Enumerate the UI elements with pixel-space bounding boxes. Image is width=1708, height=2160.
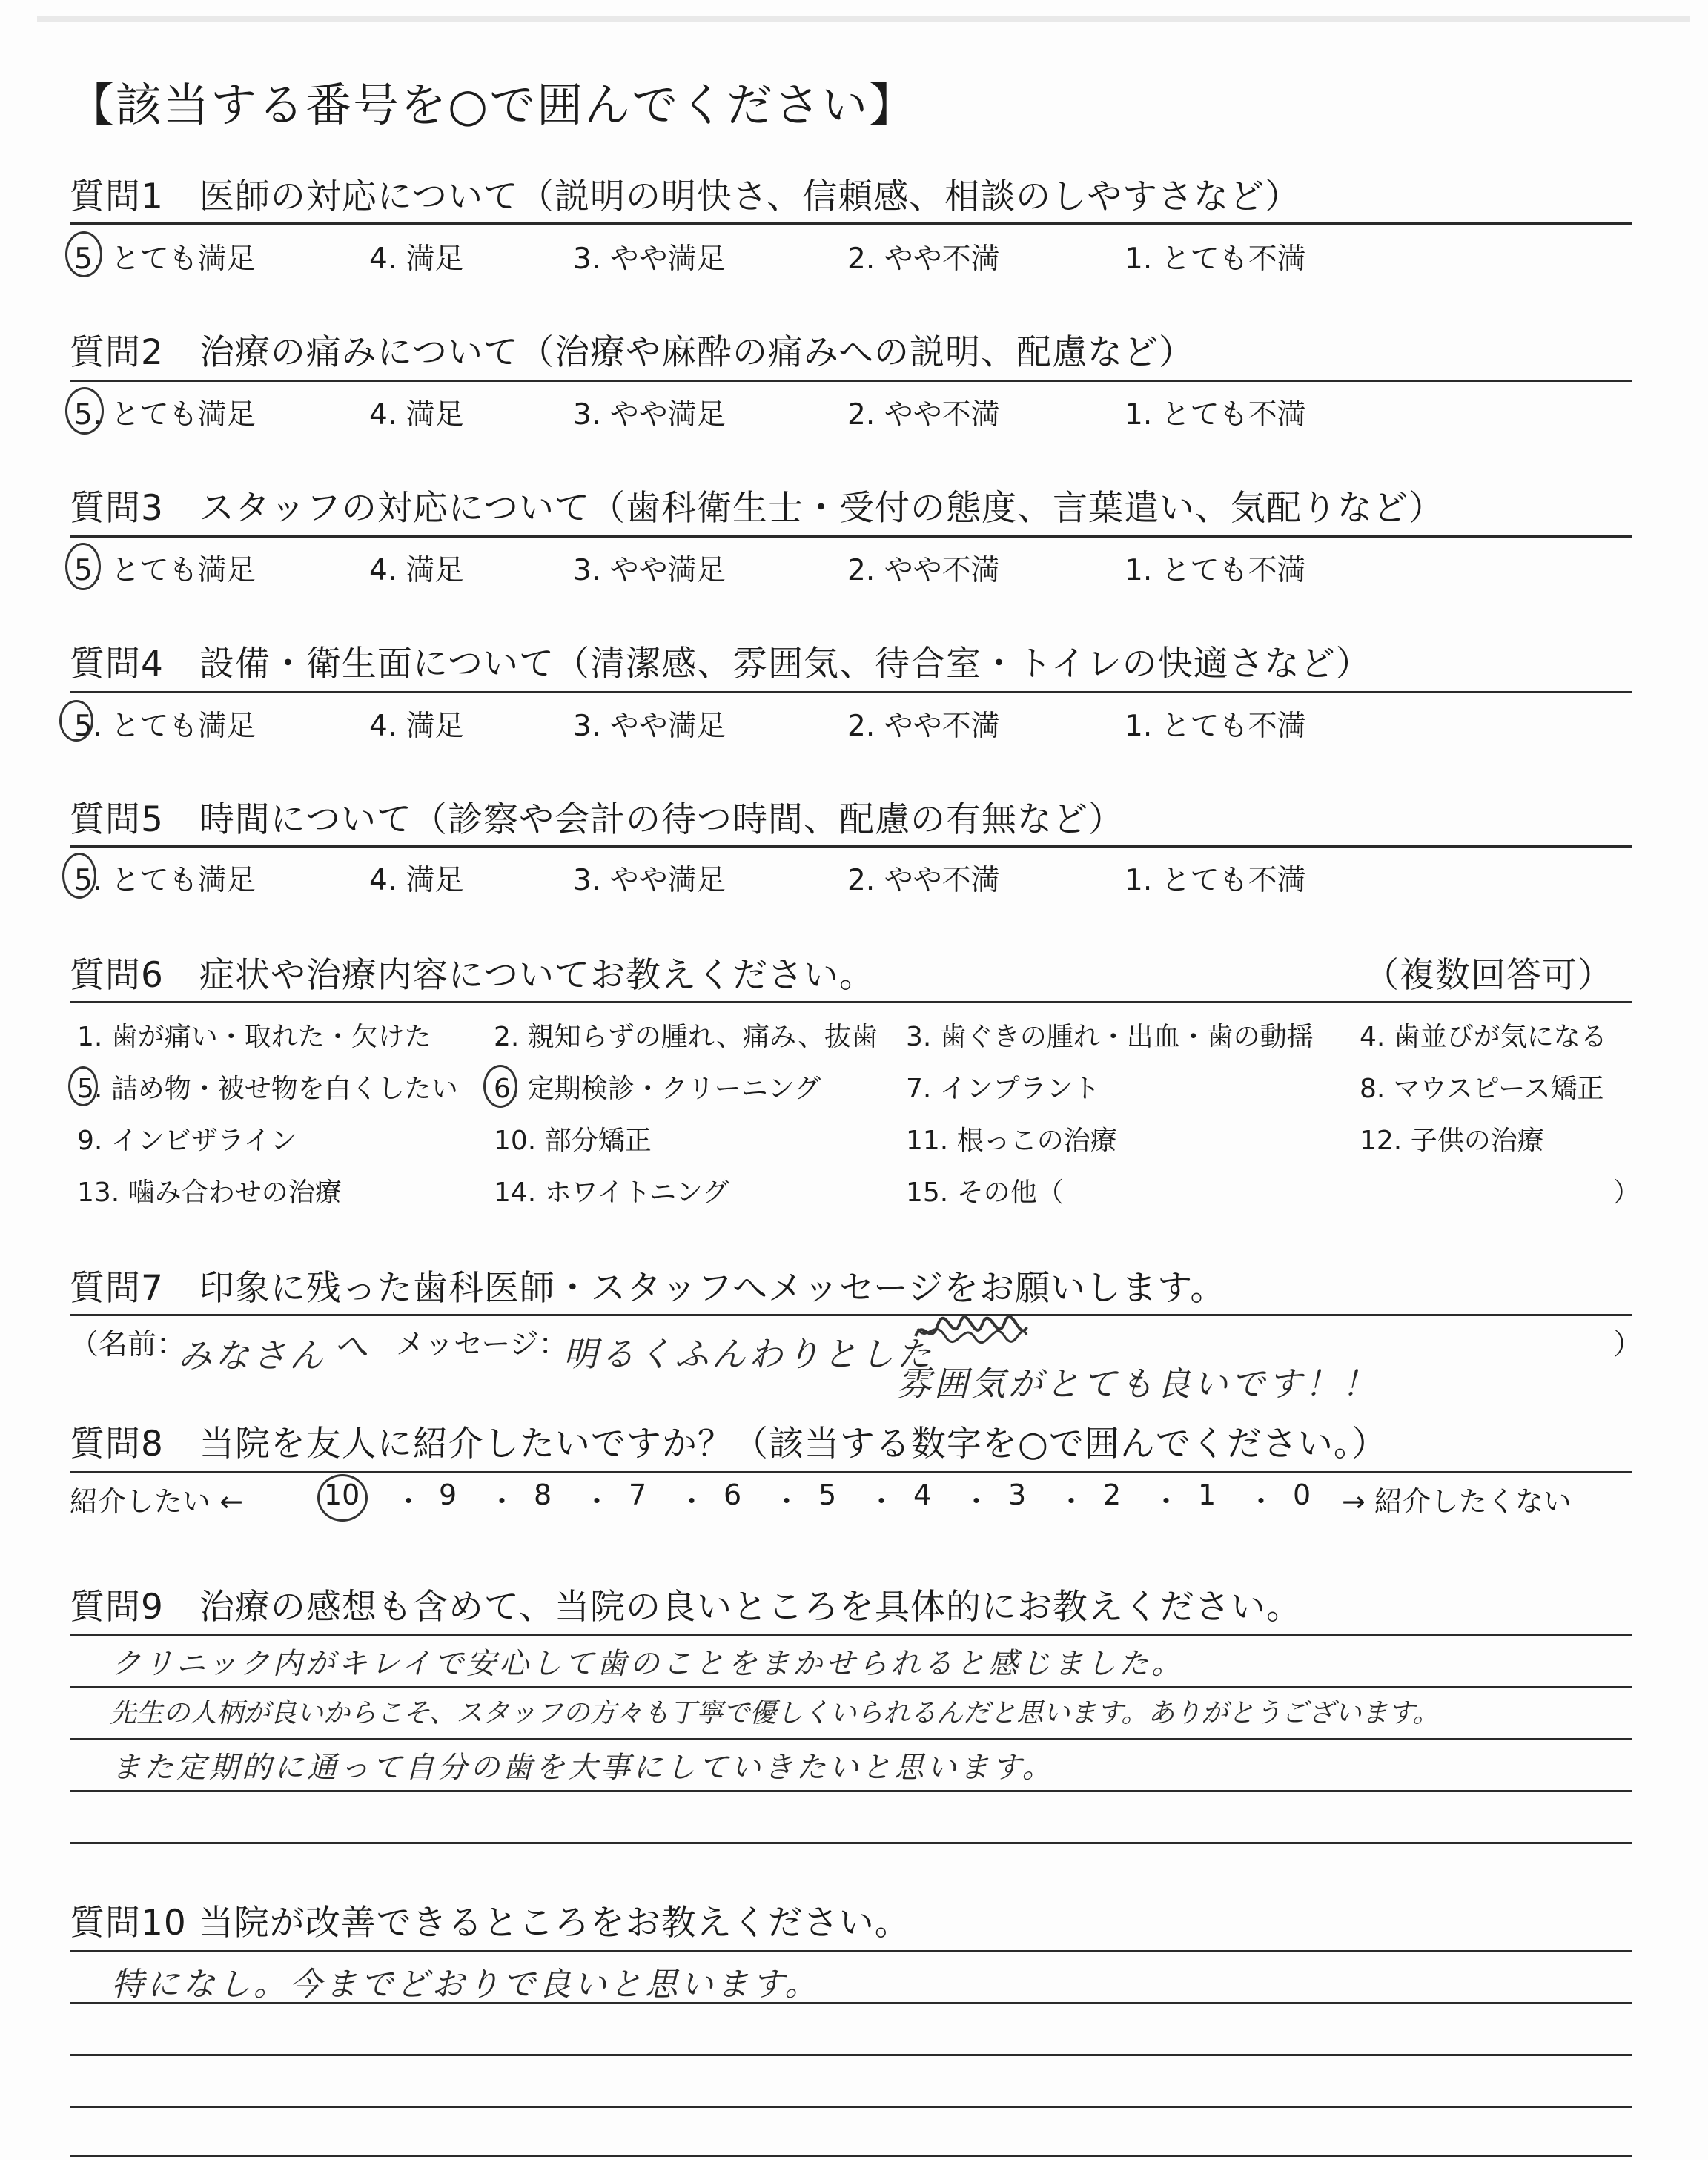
rule [70,1686,1632,1688]
scale-number[interactable]: 4 [913,1479,932,1511]
q6-item[interactable]: 11. 根っこの治療 [906,1126,1117,1156]
q6-item[interactable]: 13. 噛み合わせの治療 [77,1178,342,1208]
scale-separator: ・ [962,1485,991,1518]
scale-separator: ・ [772,1485,801,1518]
name-value[interactable]: みなさん [178,1335,326,1375]
scale-separator: ・ [867,1485,896,1518]
answer-line: クリニック内がキレイで安心して歯のことをまかせられると感じました。 [111,1647,1185,1681]
page-top-edge [37,16,1690,22]
question-7: 質問7 印象に残った歯科医師・スタッフへメッセージをお願いします。 [70,1268,1226,1309]
name-suffix: へ [334,1327,371,1367]
answer-line: 特になし。今までどおりで良いと思います。 [111,1966,821,2004]
question-10: 質問10 当院が改善できるところをお教えください。 [70,1903,910,1943]
selection-circle [68,1066,98,1106]
question-1: 質問1 医師の対応について（説明の明快さ、信頼感、相談のしやすさなど） [70,176,1301,217]
selection-circle [59,700,93,742]
q6-item[interactable]: 15. その他（ [906,1178,1064,1208]
q6-item[interactable]: 5. 詰め物・被せ物を白くしたい [77,1074,458,1104]
selection-circle [65,231,102,277]
q1-option-4[interactable]: 4. 満足 [369,242,464,276]
question-3: 質問3 スタッフの対応について（歯科衛生士・受付の態度、言葉遣い、気配りなど） [70,488,1444,529]
scale-number[interactable]: 5 [818,1479,837,1511]
rule [70,1001,1632,1003]
q2-option-1[interactable]: 1. とても不満 [1125,398,1306,432]
scale-number[interactable]: 7 [629,1479,647,1511]
question-4: 質問4 設備・衛生面について（清潔感、雰囲気、待合室・トイレの快適さなど） [70,644,1371,684]
q6-other-close: ） [1613,1178,1641,1208]
rule [70,1314,1632,1316]
scale-number[interactable]: 0 [1293,1479,1311,1511]
scale-number[interactable]: 6 [724,1479,742,1511]
q2-option-4[interactable]: 4. 満足 [369,398,464,432]
q6-item[interactable]: 8. マウスピース矯正 [1360,1074,1604,1104]
question-6: 質問6 症状や治療内容についてお教えください。 [70,955,875,996]
q3-option-1[interactable]: 1. とても不満 [1125,554,1306,587]
q6-item[interactable]: 14. ホワイトニング [494,1178,729,1208]
q4-option-3[interactable]: 3. やや満足 [573,710,726,743]
scale-number[interactable]: 8 [534,1479,552,1511]
rule [70,1471,1632,1473]
scale-number[interactable]: 10 [324,1479,360,1511]
q4-option-2[interactable]: 2. やや不満 [847,710,1000,743]
q6-item[interactable]: 3. 歯ぐきの腫れ・出血・歯の動揺 [906,1022,1314,1052]
scale-separator: ・ [1152,1485,1181,1518]
answer-line: また定期的に通って自分の歯を大事にしていきたいと思います。 [111,1751,1055,1785]
q6-item[interactable]: 6. 定期検診・クリーニング [494,1074,821,1104]
q3-option-3[interactable]: 3. やや満足 [573,554,726,587]
scale-left-label: 紹介したい ← [70,1485,243,1518]
rule [70,1842,1632,1844]
scale-separator: ・ [678,1485,706,1518]
answer-line: 先生の人柄が良いからこそ、スタッフの方々も丁寧で優しくいられるんだと思います。ありがとうございます。 [110,1698,1440,1728]
rule [70,691,1632,693]
q3-option-2[interactable]: 2. やや不満 [847,554,1000,587]
rule [70,222,1632,225]
scale-separator: ・ [488,1485,517,1518]
q1-option-1[interactable]: 1. とても不満 [1125,242,1306,276]
rule [70,535,1632,538]
selection-circle [62,853,96,899]
scale-number[interactable]: 2 [1103,1479,1122,1511]
rule [70,1738,1632,1740]
q5-option-2[interactable]: 2. やや不満 [847,864,1000,897]
rule [70,2155,1632,2157]
question-6-note: （複数回答可） [1364,955,1613,996]
q6-item[interactable]: 9. インビザライン [77,1126,297,1156]
q5-option-5[interactable]: 5. とても満足 [74,864,256,897]
message-line-2[interactable]: 雰囲気がとても良いです！！ [897,1364,1379,1404]
message-label: メッセージ： [396,1328,568,1361]
selection-circle [483,1065,517,1108]
q4-option-4[interactable]: 4. 満足 [369,710,464,743]
message-close: ） [1613,1328,1643,1361]
q6-item[interactable]: 10. 部分矯正 [494,1126,652,1156]
q5-option-1[interactable]: 1. とても不満 [1125,864,1306,897]
q2-option-2[interactable]: 2. やや不満 [847,398,1000,432]
q4-option-1[interactable]: 1. とても不満 [1125,710,1306,743]
rule [70,1634,1632,1636]
rule [70,845,1632,848]
q6-item[interactable]: 2. 親知らずの腫れ、痛み、抜歯 [494,1022,878,1052]
selection-circle [65,387,104,435]
q2-option-3[interactable]: 3. やや満足 [573,398,726,432]
scale-number[interactable]: 3 [1008,1479,1027,1511]
scale-separator: ・ [1247,1485,1276,1518]
q1-option-2[interactable]: 2. やや不満 [847,242,1000,276]
rule [70,1950,1632,1952]
message-line-1[interactable]: 明るくふんわりとした [563,1334,934,1374]
question-9: 質問9 治療の感想も含めて、当院の良いところを具体的にお教えください。 [70,1587,1302,1628]
question-8: 質問8 当院を友人に紹介したいですか？（該当する数字を○で囲んでください。） [70,1424,1388,1464]
q6-item[interactable]: 7. インプラント [906,1074,1100,1104]
rule [70,380,1632,382]
rule [70,2106,1632,2108]
q5-option-3[interactable]: 3. やや満足 [573,864,726,897]
q2-option-5[interactable]: 5. とても満足 [74,398,256,432]
selection-circle [317,1474,368,1522]
name-label: （名前： [70,1328,186,1361]
q5-option-4[interactable]: 4. 満足 [369,864,464,897]
q6-item[interactable]: 12. 子供の治療 [1360,1126,1544,1156]
scale-right-label: → 紹介したくない [1342,1485,1572,1518]
page-title: 【該当する番号を○で囲んでください】 [68,78,917,132]
scale-number[interactable]: 1 [1198,1479,1217,1511]
scale-separator: ・ [394,1485,423,1518]
scribble-mark [912,1314,1030,1350]
rule [70,2054,1632,2056]
q6-item[interactable]: 4. 歯並びが気になる [1360,1022,1607,1052]
selection-circle [65,543,101,590]
scale-separator: ・ [583,1485,612,1518]
question-5: 質問5 時間について（診察や会計の待つ時間、配慮の有無など） [70,799,1124,840]
q4-option-5[interactable]: 5. とても満足 [74,710,256,743]
rule [70,1790,1632,1792]
q1-option-5[interactable]: 5. とても満足 [74,242,256,276]
q1-option-3[interactable]: 3. やや満足 [573,242,726,276]
q3-option-5[interactable]: 5. とても満足 [74,554,256,587]
q3-option-4[interactable]: 4. 満足 [369,554,464,587]
q6-item[interactable]: 1. 歯が痛い・取れた・欠けた [77,1022,431,1052]
question-2: 質問2 治療の痛みについて（治療や麻酔の痛みへの説明、配慮など） [70,332,1195,373]
scale-number[interactable]: 9 [439,1479,457,1511]
scale-separator: ・ [1057,1485,1086,1518]
